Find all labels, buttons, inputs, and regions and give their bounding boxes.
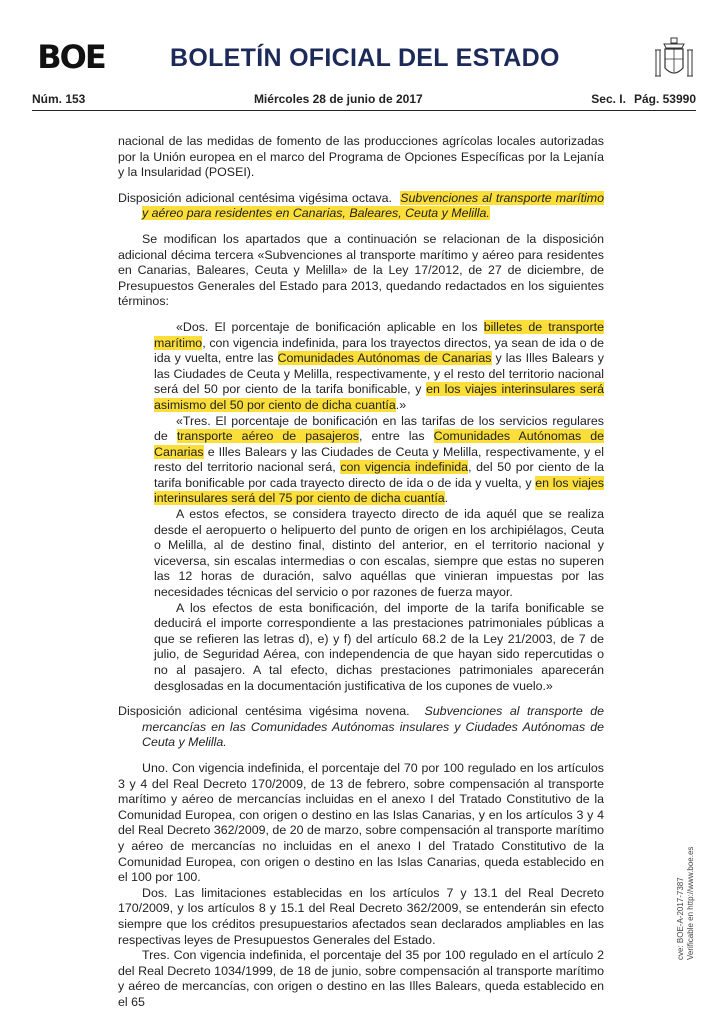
highlight-vigencia: con vigencia indefinida: [340, 460, 469, 475]
cve-code: cve: BOE-A-2017-7387: [676, 877, 685, 960]
paragraph-dos: Dos. Las limitaciones establecidas en los artículos 7 y 13.1 del Real Decreto 170/2009, y los artículos 8 y 15.1 del Real Decreto 362/2009, se entenderán sin efecto siempre que los créditos presupuestarios afectados sean declarados ampliables en las respectivas leyes de Presupuestos Generales del Estado.: [118, 885, 604, 947]
quote-trayecto: A estos efectos, se considera trayecto directo de ida aquél que se realiza desde el aeropuerto o helipuerto del punto de origen en los archipiélagos, Ceuta o Melilla, al de destino final, distinto del anterior, en el territorio nacional y viceversa, sin escalas intermedias o con escalas, siempre que estas no superen las 12 horas de duración, salvo aquéllas que vinieran impuestas por las necesidades técnicas del servicio o por razones de fuerza mayor.: [154, 507, 604, 600]
highlight-billetes: billetes de transporte marítimo: [154, 319, 604, 350]
issue-date: Miércoles 28 de junio de 2017: [253, 92, 423, 106]
disposition-138-title: Subvenciones al transporte marítimo y aéreo para residentes en Canarias, Baleares, Ceuta y Melilla.: [142, 190, 604, 221]
highlight-canarias: Comunidades Autónomas de Canarias: [277, 351, 492, 366]
verification-sidebar: [676, 830, 696, 960]
highlight-interinsulares-50: en los viajes interinsulares será asimismo del 50 por ciento de dicha cuantía: [154, 382, 604, 412]
boe-logo: [32, 40, 110, 74]
paragraph-tres: Tres. Con vigencia indefinida, el porcentaje del 35 por 100 regulado en el artículo 2 del Real Decreto 1034/1999, de 18 de junio, sobre compensación al transporte marítimo y aéreo de mercancías, con origen o destino en las Illes Balears, queda establecido en el 65: [118, 948, 604, 1009]
verification-link[interactable]: Verificable en http://www.boe.es: [686, 846, 695, 960]
issue-info-bar: [32, 92, 696, 106]
boe-logo-text: BOE: [37, 38, 105, 76]
disposition-139-label: Disposición adicional centésima vigésima novena.: [118, 704, 410, 719]
page-title: BOLETÍN OFICIAL DEL ESTADO: [170, 44, 560, 72]
document-body: [118, 134, 604, 1010]
coat-of-arms-icon: [652, 36, 696, 86]
disposition-138-heading: [118, 191, 604, 222]
paragraph-posei: nacional de las medidas de fomento de las producciones agrícolas locales autorizadas por la Unión europea en el marco del Programa de Opciones Específicas por la Lejanía y la Insularidad (POSEI).: [118, 134, 604, 180]
section-page: [591, 92, 696, 106]
highlight-interinsulares-75: en los viajes interinsulares será del 75 por ciento de dicha cuantía: [154, 475, 604, 506]
header-divider: [32, 110, 696, 111]
quoted-text: [118, 320, 604, 694]
section-label: Sec. I.: [591, 92, 626, 106]
disposition-139-title: Subvenciones al transporte de mercancías en las Comunidades Autónomas insulares y Ciudades Autónomas de Ceuta y Melilla.: [142, 704, 604, 750]
paragraph-modification: Se modifican los apartados que a continuación se relacionan de la disposición adicional décima tercera «Subvenciones al transporte marítimo y aéreo para residentes en Canarias, Baleares, Ceuta y Melilla» de la Ley 17/2012, de 27 de diciembre, de Presupuestos Generales del Estado para 2013, quedando redactados en los siguientes términos:: [118, 231, 604, 309]
quote-dos: «Dos. El porcentaje de bonificación aplicable en los billetes de transporte marítimo, con vigencia indefinida, para los trayectos directos, ya sean de ida o de ida y vuelta, entre las Comunidades Autónomas de Canarias y las Illes Balears y las Ciudades de Ceuta y Melilla, respectivamente, y el resto del territorio nacional será del 50 por ciento de la tarifa bonificable, y en los viajes interinsulares será asimismo del 50 por ciento de dicha cuantía.»: [154, 319, 604, 412]
highlight-canarias-2: Comunidades Autónomas de Canarias: [154, 429, 604, 459]
disposition-139-heading: [118, 704, 604, 751]
quote-bonificacion: A los efectos de esta bonificación, del importe de la tarifa bonificable se deducirá el importe correspondiente a las prestaciones patrimoniales públicas a que se refieren las letras d), e) y f) del artículo 68.2 de la Ley 21/2003, de 7 de julio, de Seguridad Aérea, con independencia de que hayan sido repercutidas o no al pasajero. A tal efecto, dichas prestaciones patrimoniales aparecerán desglosadas en la documentación justificativa de los cupones de vuelo.»: [154, 600, 604, 693]
issue-number: Núm. 153: [32, 92, 86, 106]
page-number: Pág. 53990: [633, 92, 696, 106]
disposition-138-label: Disposición adicional centésima vigésima octava.: [118, 190, 392, 205]
quote-tres: «Tres. El porcentaje de bonificación en las tarifas de los servicios regulares de transporte aéreo de pasajeros, entre las Comunidades Autónomas de Canarias e Illes Balears y las Ciudades de Ceuta y Melilla, respectivamente, y el resto del territorio nacional será, con vigencia indefinida, del 50 por ciento de la tarifa bonificable por cada trayecto directo de ida o de ida y vuelta, y en los viajes interinsulares será del 75 por ciento de dicha cuantía.: [154, 413, 604, 506]
paragraph-uno: Uno. Con vigencia indefinida, el porcentaje del 70 por 100 regulado en los artículos 3 y 4 del Real Decreto 170/2009, de 13 de febrero, sobre compensación al transporte marítimo y aéreo de mercancías incluidas en el anexo I del Tratado Constitutivo de la Comunidad Europea, con origen o destino en las Islas Canarias, y en los artículos 3 y 4 del Real Decreto 362/2009, de 20 de marzo, sobre compensación al transporte marítimo y aéreo de mercancías no incluidas en el anexo I del Tratado Constitutivo de la Comunidad Europea, con origen o destino en las Islas Canarias, queda establecido en el 100 por 100.: [118, 760, 604, 885]
highlight-transporte-aereo: transporte aéreo de pasajeros: [176, 429, 359, 444]
